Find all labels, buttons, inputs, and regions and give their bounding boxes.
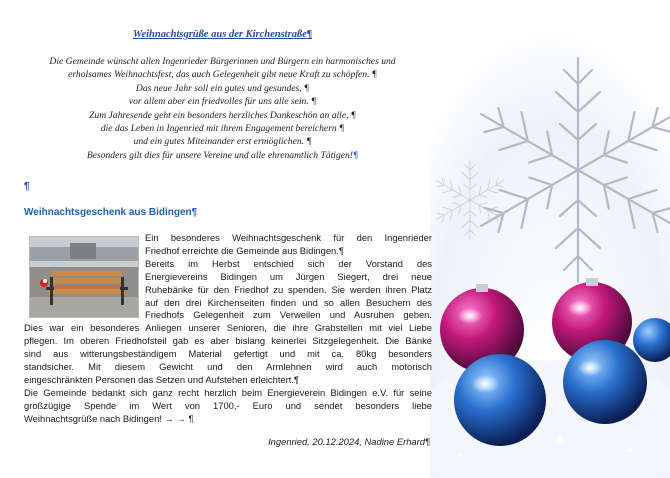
empty-paragraph-mark: ¶ [24, 181, 30, 192]
poem-line: und ein gutes Miteinander erst ermöglichen. ¶ [133, 136, 312, 148]
body-line: sind aus witterungsbeständigem Material gefertigt und mit ca. 80kg besonders [24, 348, 432, 360]
body-line: Die Gemeinde bedankt sich ganz recht herzlich beim Energieverein Bidingen e.V. für seine [24, 386, 432, 398]
greeting-poem [0, 55, 445, 162]
christmas-ornaments-image [430, 0, 670, 478]
poem-line: die das Leben in Ingenried mit ihrem Engagement bereichern ¶ [100, 123, 345, 135]
body-line: Ruhebänke für den Friedhof zu spenden. Sie werden ihren Platz [145, 283, 432, 295]
body-line: Ein besonderes Weihnachtsgeschenk für den Ingenrieder [145, 232, 432, 243]
poem-line: Zum Jahresende geht ein besonders herzliches Dankeschön an alle, ¶ [89, 109, 356, 121]
poem-line: Das neue Jahr soll ein gutes und gesundes, ¶ [135, 82, 310, 94]
paragraph-mark: ¶ [353, 149, 359, 161]
document-title: Weihnachtsgrüße aus der Kirchenstraße¶ [132, 29, 313, 40]
poem-line: erholsames Weihnachtsfest, das auch Gelegenheit gibt neue Kraft zu schöpfen. ¶ [68, 69, 377, 81]
body-line: Energievereins Bidingen um Jürgen Siegert, drei neue [145, 270, 432, 282]
body-line: Weihnachtsgrüße nach Bidingen! → → ¶ [24, 412, 194, 424]
body-line: auf den drei Kirchenseiten finden und so allen Besuchern des [145, 296, 432, 308]
poem-line-text: Besonders gilt dies für unsere Vereine und alle ehrenamtlich Tätigen! [86, 149, 353, 161]
body-line: großzügige Spende im Wert von 1700,- Euro und sendet besonders liebe [24, 399, 432, 411]
body-line: Friedhofs Gelegenheit zum Verweilen und Ausruhen geben. [145, 309, 432, 321]
body-line: Friedhof erreichte die Gemeinde aus Bidingen.¶ [145, 244, 344, 256]
section-heading: Weihnachtsgeschenk aus Bidingen¶ [24, 207, 198, 218]
body-line: pflegen. Im oberen Friedhofsteil gab es aber bislang keinerlei Sitzgelegenheit. Die Bänke [24, 335, 432, 347]
article-body [24, 232, 432, 426]
poem-last-line [0, 149, 445, 162]
body-line: Bereits im Herbst entschied sich der Vorstand des [145, 257, 432, 269]
poem-line: vor allem aber ein friedvolles für uns alle sein. ¶ [128, 96, 317, 108]
body-line: Dies war ein besonderes Anliegen unserer Senioren, die ihre Grabstellen mit viel Liebe [24, 322, 432, 334]
body-line: eingeschränkten Personen das Setzen und Aufstehen erleichtert.¶ [24, 373, 300, 385]
body-line: standsicher. Mit diesem Gewicht und den Armlehnen wird auch motorisch [24, 361, 432, 373]
poem-line: Die Gemeinde wünscht allen Ingenrieder Bürgerinnen und Bürgern ein harmonisches und [49, 56, 396, 67]
signature-line: Ingenried, 20.12.2024, Nadine Erhard¶ [268, 436, 430, 447]
